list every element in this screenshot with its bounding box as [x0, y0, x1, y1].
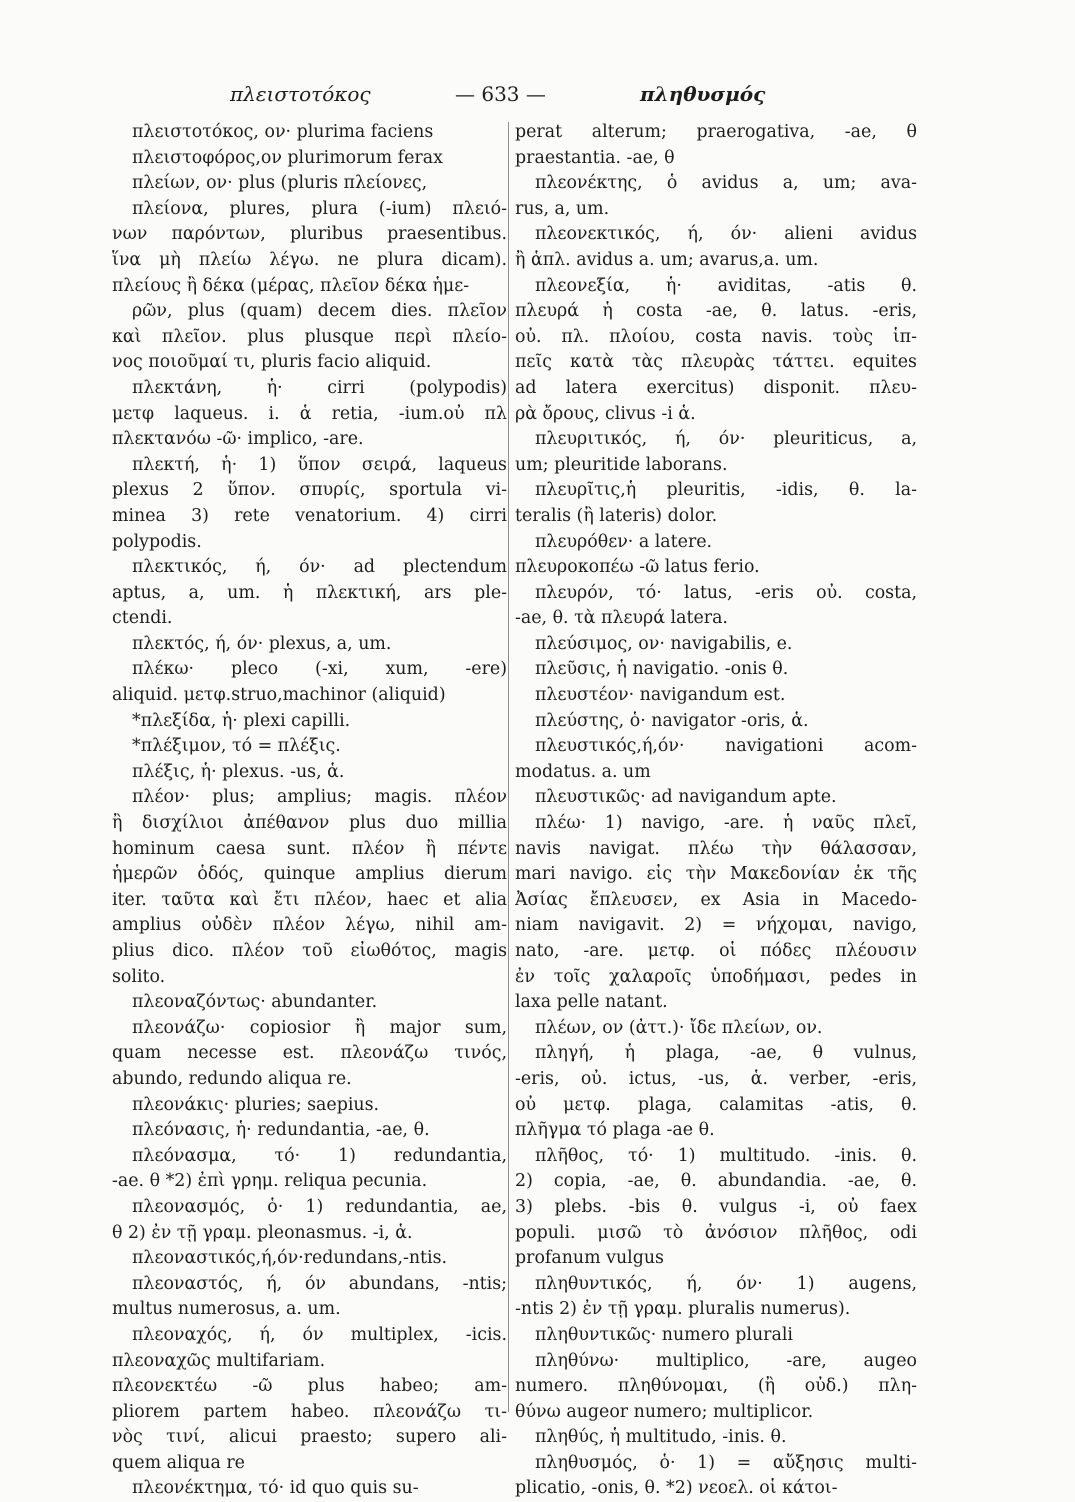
- page-number: — 633 —: [455, 82, 546, 106]
- entry-line: πληθυντικῶς· numero plurali: [535, 1324, 793, 1345]
- entry-line: polypodis.: [112, 531, 202, 552]
- entry-line: οὐ. πλ. πλοίου, costa navis. τοὺς ἱπ-: [515, 326, 917, 347]
- entry-line: profanum vulgus: [515, 1248, 664, 1269]
- entry-line: νος ποιοῦμαί τι, pluris facio aliquid.: [112, 352, 432, 373]
- entry-line: πλείων, ον· plus (pluris πλείονες,: [132, 173, 428, 194]
- entry-line: πλῆθος, τό· 1) multitudo. -inis. θ.: [535, 1145, 917, 1166]
- entry-line: ρὰ ὄρους, clivus -i ἁ.: [515, 403, 696, 424]
- entry-line: πλευρόθεν· a latere.: [535, 531, 713, 552]
- entry-line: ρῶν, plus (quam) decem dies. πλεῖον: [132, 301, 507, 322]
- column-divider: [508, 122, 509, 1412]
- entry-line: numero. πληθύνομαι, (ἢ οὐδ.) πλη-: [515, 1376, 917, 1397]
- entry-line: πλεκτή, ἡ· 1) ὕπον σειρά, laqueus: [132, 454, 507, 475]
- entry-line: πλεόνασις, ἡ· redundantia, -ae, θ.: [132, 1120, 430, 1141]
- entry-line: 2) copia, -ae, θ. abundandia. -ae, θ.: [515, 1171, 917, 1192]
- entry-line: πλευροκοπέω -ῶ latus ferio.: [515, 557, 760, 578]
- entry-line: πλεκτάνη, ἡ· cirri (polypodis): [132, 377, 507, 398]
- entry-line: ctendi.: [112, 608, 173, 629]
- entry-line: quam necesse est. πλεονάζω τινός,: [112, 1043, 507, 1064]
- entry-line: ἢ ἁπλ. avidus a. um; avarus,a. um.: [515, 249, 819, 270]
- entry-line: Ἀσίας ἔπλευσεν, ex Asia in Macedo-: [515, 889, 917, 910]
- entry-line: plius dico. πλέον τοῦ εἰωθότος, magis: [112, 941, 507, 961]
- entry-line: πληγή, ἡ plaga, -ae, θ vulnus,: [535, 1043, 917, 1064]
- entry-line: -ntis 2) ἐν τῇ γραμ. pluralis numerus).: [515, 1299, 851, 1320]
- entry-line: πεῖς κατὰ τὰς πλευρὰς τάττει. equites: [515, 352, 917, 373]
- entry-line: *πλέξιμον, τό = πλέξις.: [132, 736, 341, 757]
- entry-line: solito.: [112, 966, 166, 987]
- entry-line: plexus 2 ὕπον. σπυρίς, sportula vi-: [112, 480, 507, 501]
- entry-line: θ 2) ἐν τῇ γραμ. pleonasmus. -i, ἁ.: [112, 1222, 413, 1243]
- entry-line: νων παρόντων, pluribus praesentibus.: [112, 224, 507, 245]
- page-header: [230, 82, 790, 116]
- entry-line: πλεύστης, ὁ· navigator -oris, ἁ.: [535, 710, 809, 731]
- entry-line: πλέων, ον (ἀττ.)· ἴδε πλείων, ον.: [535, 1017, 823, 1038]
- entry-line: hominum caesa sunt. πλέον ἢ πέντε: [112, 838, 507, 859]
- entry-line: πλεύσιμος, ον· navigabilis, e.: [535, 633, 793, 654]
- entry-line: πλεκτικός, ή, όν· ad plectendum: [132, 557, 507, 578]
- entry-line: πλεῦσις, ἡ navigatio. -onis θ.: [535, 659, 789, 680]
- entry-line: πλευστέον· navigandum est.: [535, 685, 786, 706]
- entry-line: πλεονέκτημα, τό· id quo quis su-: [132, 1478, 419, 1499]
- entry-line: navis navigat. πλέω τὴν θάλασσαν,: [515, 838, 917, 859]
- entry-line: laxa pelle natant.: [515, 992, 668, 1013]
- entry-line: ἵνα μὴ πλείω λέγω. ne plura dicam).: [112, 249, 507, 270]
- entry-line: πλέω· 1) navigo, -are. ἡ ναῦς πλεῖ,: [535, 813, 917, 834]
- entry-line: πλέον· plus; amplius; magis. πλέον: [132, 787, 507, 808]
- entry-line: rus, a, um.: [515, 198, 610, 219]
- entry-line: praestantia. -ae, θ: [515, 147, 675, 168]
- entry-line: πλεόνασμα, τό· 1) redundantia,: [132, 1145, 507, 1166]
- entry-line: minea 3) rete venatorium. 4) cirri: [112, 505, 507, 526]
- entry-line: πλευριτικός, ή, όν· pleuriticus, a,: [535, 429, 917, 450]
- entry-line: populi. μισῶ τὸ ἀνόσιον πλῆθος, odi: [515, 1222, 917, 1243]
- entry-line: plicatio, -onis, θ. *2) νεοελ. οἱ κάτοι-: [515, 1478, 838, 1499]
- entry-line: ad latera exercitus) disponit. πλευ-: [515, 377, 917, 398]
- entry-line: -ae, θ. τὰ πλευρά latera.: [515, 608, 728, 629]
- entry-line: καὶ πλεῖον. plus plusque περὶ πλείο-: [112, 326, 507, 347]
- entry-line: πλευρῖτις,ἡ pleuritis, -idis, θ. la-: [535, 480, 917, 501]
- entry-line: πλευρά ἡ costa -ae, θ. latus. -eris,: [515, 301, 917, 322]
- entry-line: πλῆγμα τό plaga -ae θ.: [515, 1120, 715, 1141]
- entry-line: um; pleuritide laborans.: [515, 454, 728, 475]
- header-left-headword: πλειστοτόκος: [230, 82, 371, 106]
- entry-line: πλεοναστός, ή, όν abundans, -ntis;: [132, 1273, 507, 1294]
- entry-line: πλεονάζω· copiosior ἢ major sum,: [132, 1017, 507, 1038]
- entry-line: perat alterum; praerogativa, -ae, θ: [515, 122, 917, 142]
- entry-line: πλειστοφόρος,ον plurimorum ferax: [132, 147, 443, 168]
- entry-line: πλείονα, plures, plura (-ium) πλειό-: [132, 198, 507, 219]
- entry-line: πλεονέκτης, ὁ avidus a, um; ava-: [535, 173, 917, 194]
- header-right-headword: πληθυσμός: [640, 82, 766, 106]
- left-column: [112, 120, 507, 1502]
- entry-line: amplius οὐδὲν πλέον λέγω, nihil am-: [112, 915, 507, 936]
- entry-line: pliorem partem habeo. πλεονάζω τι-: [112, 1401, 507, 1422]
- entry-line: πλευρόν, τό· latus, -eris οὐ. costa,: [535, 582, 917, 603]
- entry-line: πληθύς, ἡ multitudo, -inis. θ.: [535, 1427, 787, 1448]
- entry-line: πλείους ἢ δέκα (μέρας, πλεῖον δέκα ἡμε-: [112, 275, 470, 296]
- entry-line: πλεονεξία, ἡ· aviditas, -atis θ.: [535, 275, 917, 296]
- entry-line: πλεοναχός, ή, όν multiplex, -icis.: [132, 1324, 507, 1345]
- entry-line: πλειστοτόκος, ον· plurima faciens: [132, 122, 434, 142]
- entry-line: ἢ δισχίλιοι ἀπέθανον plus duo millia: [112, 813, 507, 834]
- entry-line: πλεονασμός, ὁ· 1) redundantia, ae,: [132, 1196, 507, 1217]
- entry-line: οὐ μετφ. plaga, calamitas -atis, θ.: [515, 1094, 917, 1115]
- entry-line: nato, -are. μετφ. οἱ πόδες πλέουσιν: [515, 941, 917, 961]
- entry-line: πλεονάκις· pluries; saepius.: [132, 1094, 380, 1115]
- entry-line: πλεοναστικός,ή,όν·redundans,-ntis.: [132, 1248, 448, 1269]
- entry-line: ἡμερῶν ὁδός, quinque amplius dierum: [112, 864, 507, 885]
- entry-line: teralis (ἢ lateris) dolor.: [515, 505, 718, 526]
- entry-line: aliquid. μετφ.struo,machinor (aliquid): [112, 685, 446, 706]
- entry-line: πλευστικῶς· ad navigandum apte.: [535, 787, 837, 808]
- right-column: [515, 120, 917, 1502]
- entry-line: πλέκω· pleco (-xi, xum, -ere): [132, 659, 507, 680]
- entry-line: πλεονεκτέω -ῶ plus habeo; am-: [112, 1376, 507, 1397]
- entry-line: mari navigo. εἰς τὴν Μακεδονίαν ἐκ τῆς: [515, 864, 917, 885]
- entry-line: 3) plebs. -bis θ. vulgus -i, οὐ faex: [515, 1196, 917, 1217]
- entry-line: πλεονεκτικός, ή, όν· alieni avidus: [535, 224, 917, 245]
- entry-line: πλεοναζόντως· abundanter.: [132, 992, 378, 1013]
- entry-line: abundo, redundo aliqua re.: [112, 1068, 352, 1089]
- entry-line: aptus, a, um. ἡ πλεκτική, ars ple-: [112, 582, 507, 603]
- entry-line: ἐν τοῖς χαλαροῖς ὑποδήμασι, pedes in: [515, 966, 917, 987]
- entry-line: πλευστικός,ή,όν· navigationi acom-: [535, 736, 917, 757]
- entry-line: νὸς τινί, alicui praesto; supero ali-: [112, 1427, 507, 1448]
- entry-line: -eris, οὐ. ictus, -us, ἁ. verber, -eris,: [515, 1068, 917, 1089]
- entry-line: πληθυσμός, ὁ· 1) = αὔξησις multi-: [535, 1452, 917, 1473]
- entry-line: quem aliqua re: [112, 1452, 245, 1473]
- entry-line: -ae. θ *2) ἐπὶ γρημ. reliqua pecunia.: [112, 1171, 428, 1192]
- entry-line: modatus. a. um: [515, 761, 651, 782]
- entry-line: iter. ταῦτα καὶ ἔτι πλέον, haec et alia: [112, 889, 507, 910]
- entry-line: πληθυντικός, ή, όν· 1) augens,: [535, 1273, 917, 1294]
- entry-line: niam navigavit. 2) = νήχομαι, navigo,: [515, 915, 917, 936]
- entry-line: πλεοναχῶς multifariam.: [112, 1350, 326, 1371]
- entry-line: πληθύνω· multiplico, -are, augeo: [535, 1350, 917, 1371]
- entry-line: μετφ laqueus. i. ἁ retia, -ium.οὐ πλ: [112, 403, 507, 424]
- entry-line: πλεκτανόω -ῶ· implico, -are.: [112, 429, 364, 450]
- entry-line: *πλεξίδα, ἡ· plexi capilli.: [132, 710, 351, 731]
- entry-line: θύνω augeor numero; multiplicor.: [515, 1401, 814, 1422]
- entry-line: πλεκτός, ή, όν· plexus, a, um.: [132, 633, 392, 654]
- entry-line: πλέξις, ἡ· plexus. -us, ἁ.: [132, 761, 345, 782]
- entry-line: multus numerosus, a. um.: [112, 1299, 341, 1320]
